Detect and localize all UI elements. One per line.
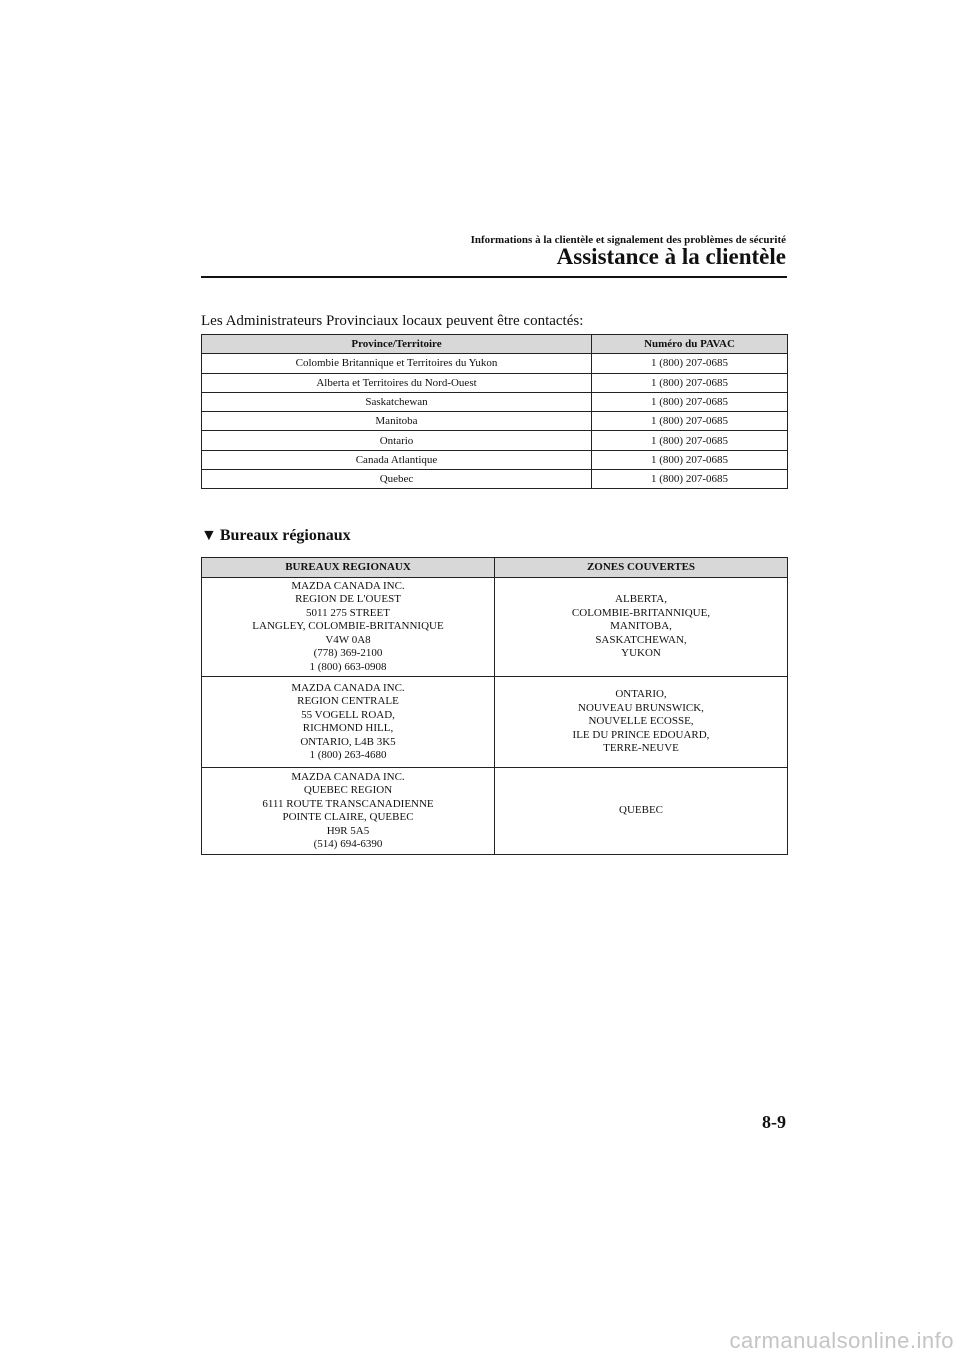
address-line: 1 (800) 263-4680 xyxy=(309,749,387,761)
address-line: MAZDA CANADA INC. xyxy=(291,770,405,783)
section-heading xyxy=(201,527,351,545)
column-header-province: Province/Territoire xyxy=(202,335,592,354)
section-title: Bureaux régionaux xyxy=(219,527,351,544)
table-row xyxy=(202,450,788,469)
table-row xyxy=(202,354,788,373)
zone-line: ONTARIO, xyxy=(615,688,667,701)
address-line: REGION CENTRALE xyxy=(297,695,399,707)
zone-line: COLOMBIE-BRITANNIQUE, xyxy=(571,606,711,619)
zones-cell xyxy=(495,578,788,677)
province-cell: Manitoba xyxy=(202,412,592,431)
table-row xyxy=(202,431,788,450)
address-line: QUEBEC REGION xyxy=(303,784,393,796)
address-line: H9R 5A5 xyxy=(326,824,370,837)
table-row xyxy=(202,392,788,411)
address-line: 5011 275 STREET xyxy=(306,606,390,619)
address-line: MAZDA CANADA INC. xyxy=(291,579,405,592)
address-line: POINTE CLAIRE, QUEBEC xyxy=(282,811,414,823)
province-cell: Ontario xyxy=(202,431,592,450)
phone-cell: 1 (800) 207-0685 xyxy=(592,470,788,489)
column-header-zones: ZONES COUVERTES xyxy=(495,558,788,578)
header-divider xyxy=(201,276,787,278)
table-row xyxy=(202,677,788,768)
zones-cell xyxy=(495,677,788,768)
office-address-cell xyxy=(202,677,495,768)
address-line: MAZDA CANADA INC. xyxy=(291,681,405,694)
table-row xyxy=(202,412,788,431)
address-line: 6111 ROUTE TRANSCANADIENNE xyxy=(262,797,434,810)
triangle-down-icon: ▼ xyxy=(201,527,217,544)
page-title: Assistance à la clientèle xyxy=(556,244,786,269)
chapter-subtitle: Informations à la clientèle et signalement des problèmes de sécurité xyxy=(470,234,786,246)
phone-cell: 1 (800) 207-0685 xyxy=(592,373,788,392)
province-cell: Colombie Britannique et Territoires du Yukon xyxy=(202,354,592,373)
table-row xyxy=(202,470,788,489)
intro-text: Les Administrateurs Provinciaux locaux peuvent être contactés: xyxy=(201,313,584,329)
zones-cell xyxy=(495,768,788,855)
address-line: REGION DE L'OUEST xyxy=(295,593,401,606)
address-line: 55 VOGELL ROAD, xyxy=(301,708,395,721)
zone-line: MANITOBA, xyxy=(610,620,672,633)
page-number: 8-9 xyxy=(762,1112,786,1132)
address-line: V4W 0A8 xyxy=(325,633,371,646)
offices-table-header xyxy=(202,558,788,578)
phone-cell: 1 (800) 207-0685 xyxy=(592,450,788,469)
province-cell: Quebec xyxy=(202,470,592,489)
office-address-cell xyxy=(202,768,495,855)
zone-line: TERRE-NEUVE xyxy=(603,742,679,755)
column-header-offices: BUREAUX REGIONAUX xyxy=(202,558,495,578)
zone-line: ALBERTA, xyxy=(615,593,667,606)
address-line: (514) 694-6390 xyxy=(313,838,383,850)
zone-line: YUKON xyxy=(621,647,661,660)
phone-cell: 1 (800) 207-0685 xyxy=(592,354,788,373)
zone-line: ILE DU PRINCE EDOUARD, xyxy=(572,728,710,741)
zone-line: QUEBEC xyxy=(619,804,663,817)
province-cell: Canada Atlantique xyxy=(202,450,592,469)
phone-cell: 1 (800) 207-0685 xyxy=(592,392,788,411)
address-line: (778) 369-2100 xyxy=(313,647,383,660)
zone-line: SASKATCHEWAN, xyxy=(595,633,687,646)
phone-cell: 1 (800) 207-0685 xyxy=(592,412,788,431)
address-line: 1 (800) 663-0908 xyxy=(309,660,387,673)
address-line: RICHMOND HILL, xyxy=(302,722,394,734)
zone-line: NOUVEAU BRUNSWICK, xyxy=(578,701,704,714)
province-cell: Alberta et Territoires du Nord-Ouest xyxy=(202,373,592,392)
zone-line: NOUVELLE ECOSSE, xyxy=(588,715,694,728)
address-line: ONTARIO, L4B 3K5 xyxy=(300,735,396,748)
table-row xyxy=(202,373,788,392)
column-header-pavac-number: Numéro du PAVAC xyxy=(592,335,788,354)
table-row xyxy=(202,768,788,855)
pavac-table-header xyxy=(202,335,788,354)
pavac-table xyxy=(201,334,788,489)
phone-cell: 1 (800) 207-0685 xyxy=(592,431,788,450)
address-line: LANGLEY, COLOMBIE-BRITANNIQUE xyxy=(252,620,444,633)
province-cell: Saskatchewan xyxy=(202,392,592,411)
office-address-cell xyxy=(202,578,495,677)
watermark-text: carmanualsonline.info xyxy=(729,1328,954,1353)
regional-offices-table xyxy=(201,557,788,855)
table-row xyxy=(202,578,788,677)
